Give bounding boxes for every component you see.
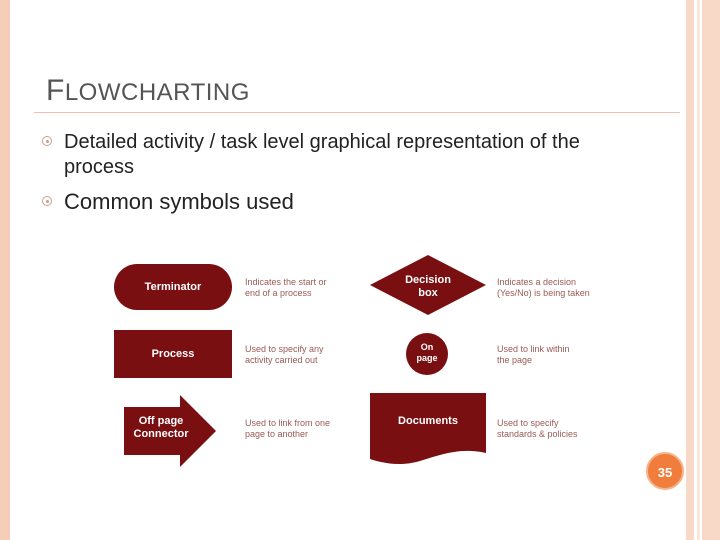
documents-label: Documents (398, 415, 458, 427)
slide-border-right-mid (697, 0, 700, 540)
bullet-text: Common symbols used (64, 189, 294, 214)
slide-border-right (702, 0, 720, 540)
terminator-description: Indicates the start or end of a process (245, 277, 327, 298)
decision-description: Indicates a decision (Yes/No) is being taken (497, 277, 590, 298)
bullet-item (34, 130, 634, 180)
slide-border-left (0, 0, 10, 540)
slide-title: FLOWCHARTING (46, 74, 250, 107)
bullet-list (34, 130, 634, 215)
bullet-text: Detailed activity / task level graphical representation of the process (64, 131, 580, 178)
process-description: Used to specify any activity carried out (245, 344, 324, 365)
terminator-symbol: Terminator (114, 264, 232, 310)
documents-description: Used to specify standards & policies (497, 418, 578, 439)
bullet-icon (42, 136, 52, 146)
process-symbol: Process (114, 330, 232, 378)
page-number-badge: 35 (646, 452, 684, 490)
slide-border-right-inner (686, 0, 694, 540)
onpage-connector-symbol: On page (406, 333, 448, 375)
offpage-connector-label: Off page Connector (133, 415, 189, 440)
decision-label: Decision box (405, 274, 451, 299)
bullet-icon (42, 196, 52, 206)
bullet-item (34, 188, 634, 215)
onpage-description: Used to link within the page (497, 344, 570, 365)
documents-symbol (370, 393, 488, 465)
offpage-description: Used to link from one page to another (245, 418, 331, 439)
title-divider (34, 112, 680, 113)
